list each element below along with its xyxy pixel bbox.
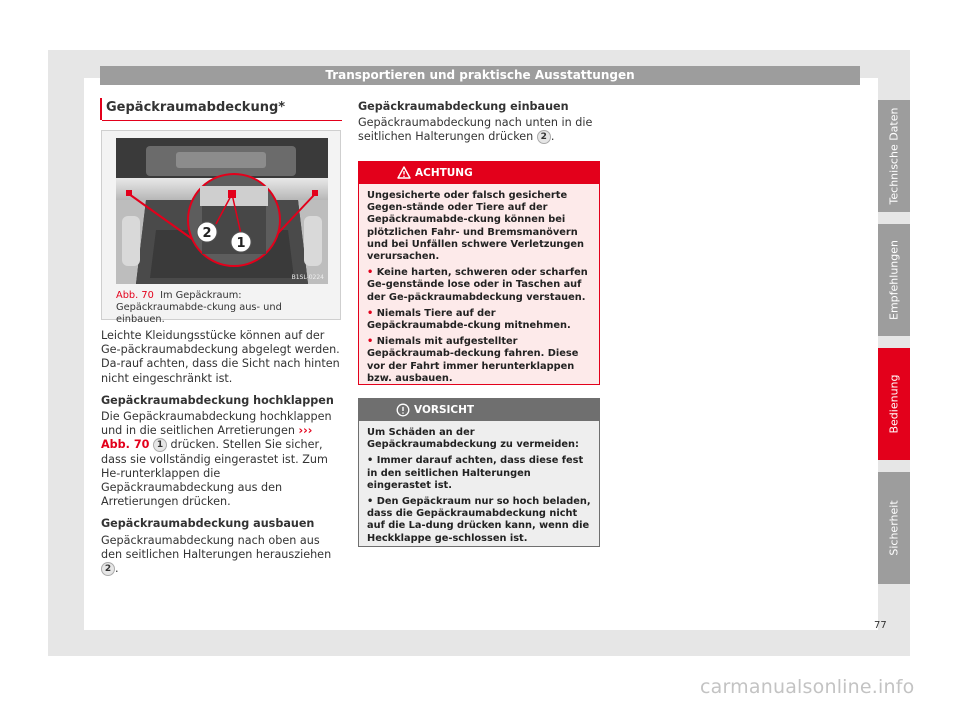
- intro-paragraph: Leichte Kleidungsstücke können auf der Ge-päckraumabdeckung abgelegt werden. Da-rauf achten, dass die Sicht nach hinten nicht eingeschränkt ist.: [101, 329, 340, 385]
- figure-caption: [116, 290, 330, 326]
- warning-label: ACHTUNG: [415, 167, 473, 179]
- warning-header: [359, 162, 599, 184]
- figure-code: B1SL-0224: [291, 274, 324, 281]
- warning-item: • Niemals mit aufgestellter Gepäckraumab-deckung fahren. Diese vor der Fahrt immer herunterklappen bzw. ausbauen.: [367, 336, 579, 384]
- bullet-icon: •: [367, 267, 374, 279]
- warning-triangle-icon: [397, 166, 411, 179]
- caution-header: [359, 399, 599, 421]
- callout-2-icon: 2: [537, 130, 551, 144]
- caution-label: VORSICHT: [414, 404, 475, 416]
- caution-intro: Um Schäden an der Gepäckraumabdeckung zu vermeiden:: [367, 427, 579, 451]
- tab-bedienung[interactable]: Bedienung: [878, 348, 910, 460]
- watermark: carmanualsonline.info: [700, 676, 915, 698]
- figure-link[interactable]: ››› Abb. 70: [101, 424, 313, 452]
- title-underline: [102, 120, 342, 121]
- warning-item: • Niemals Tiere auf der Gepäckraumabde-ckung mitnehmen.: [367, 307, 571, 332]
- warning-intro: Ungesicherte oder falsch gesicherte Gegen-stände oder Tiere auf der Gepäckraumabde-ckung können bei plötzlichen Fahr- und Bremsmanövern und bei Unfällen schwere Verletzungen verursachen.: [367, 190, 585, 263]
- caution-box: [358, 398, 600, 547]
- caution-item: • Den Gepäckraum nur so hoch beladen, dass die Gepäckraumabdeckung nicht auf die La-dung drücken kann, wenn die Heckklappe ge-schlossen ist.: [367, 496, 591, 544]
- heading-hochklappen: Gepäckraumabdeckung hochklappen: [101, 393, 334, 407]
- figure-box: [101, 130, 341, 325]
- callout-2-icon: 2: [101, 562, 115, 576]
- warning-item: • Keine harten, schweren oder scharfen Ge-genstände lose oder in Taschen auf der Ge-päckraumabdeckung verstauen.: [367, 267, 588, 303]
- paragraph-ausbauen: Gepäckraumabdeckung nach oben aus den seitlichen Halterungen herausziehen 2 .: [101, 533, 332, 576]
- tab-technische-daten[interactable]: Technische Daten: [878, 100, 910, 212]
- left-column: [101, 329, 343, 584]
- page-number: 77: [874, 620, 887, 631]
- callout-1-icon: 1: [153, 438, 167, 452]
- caution-body: [359, 421, 599, 545]
- warning-body: [359, 184, 599, 385]
- luggage-cover-photo: [116, 138, 328, 284]
- tab-empfehlungen[interactable]: Empfehlungen: [878, 224, 910, 336]
- bullet-icon: •: [367, 307, 374, 319]
- section-title: Gepäckraumabdeckung*: [106, 100, 286, 115]
- caption-ref[interactable]: Abb. 70: [116, 290, 154, 301]
- paragraph-hochklappen: Die Gepäckraumabdeckung hochklappen und in die seitlichen Arretierungen ››› Abb. 70 1 drücken. Stellen Sie sicher, dass sie vollständig eingerastet ist. Zum He-runterklappen die Gepäckraumabdeckung aus den Arretierungen drücken.: [101, 410, 332, 509]
- bullet-icon: •: [367, 455, 374, 467]
- tab-sicherheit[interactable]: Sicherheit: [878, 472, 910, 584]
- marker-1: 1: [236, 236, 246, 251]
- chapter-header: Transportieren und praktische Ausstattungen: [100, 66, 860, 85]
- bullet-icon: •: [367, 336, 374, 348]
- caption-text: Im Gepäckraum: Gepäckraumabde-ckung aus- und einbauen.: [116, 290, 282, 325]
- title-accent-bar: [100, 98, 102, 120]
- bullet-icon: •: [367, 496, 374, 508]
- info-exclamation-icon: [396, 403, 410, 417]
- heading-einbauen: Gepäckraumabdeckung einbauen: [358, 100, 569, 113]
- heading-ausbauen: Gepäckraumabdeckung ausbauen: [101, 517, 315, 531]
- middle-column: [358, 100, 603, 153]
- marker-2: 2: [202, 226, 212, 241]
- warning-box: [358, 161, 600, 385]
- paragraph-einbauen: Gepäckraumabdeckung nach unten in die seitlichen Halterungen drücken 2 .: [358, 116, 593, 144]
- caution-item: • Immer darauf achten, dass diese fest in den seitlichen Halterungen eingerastet ist.: [367, 455, 584, 491]
